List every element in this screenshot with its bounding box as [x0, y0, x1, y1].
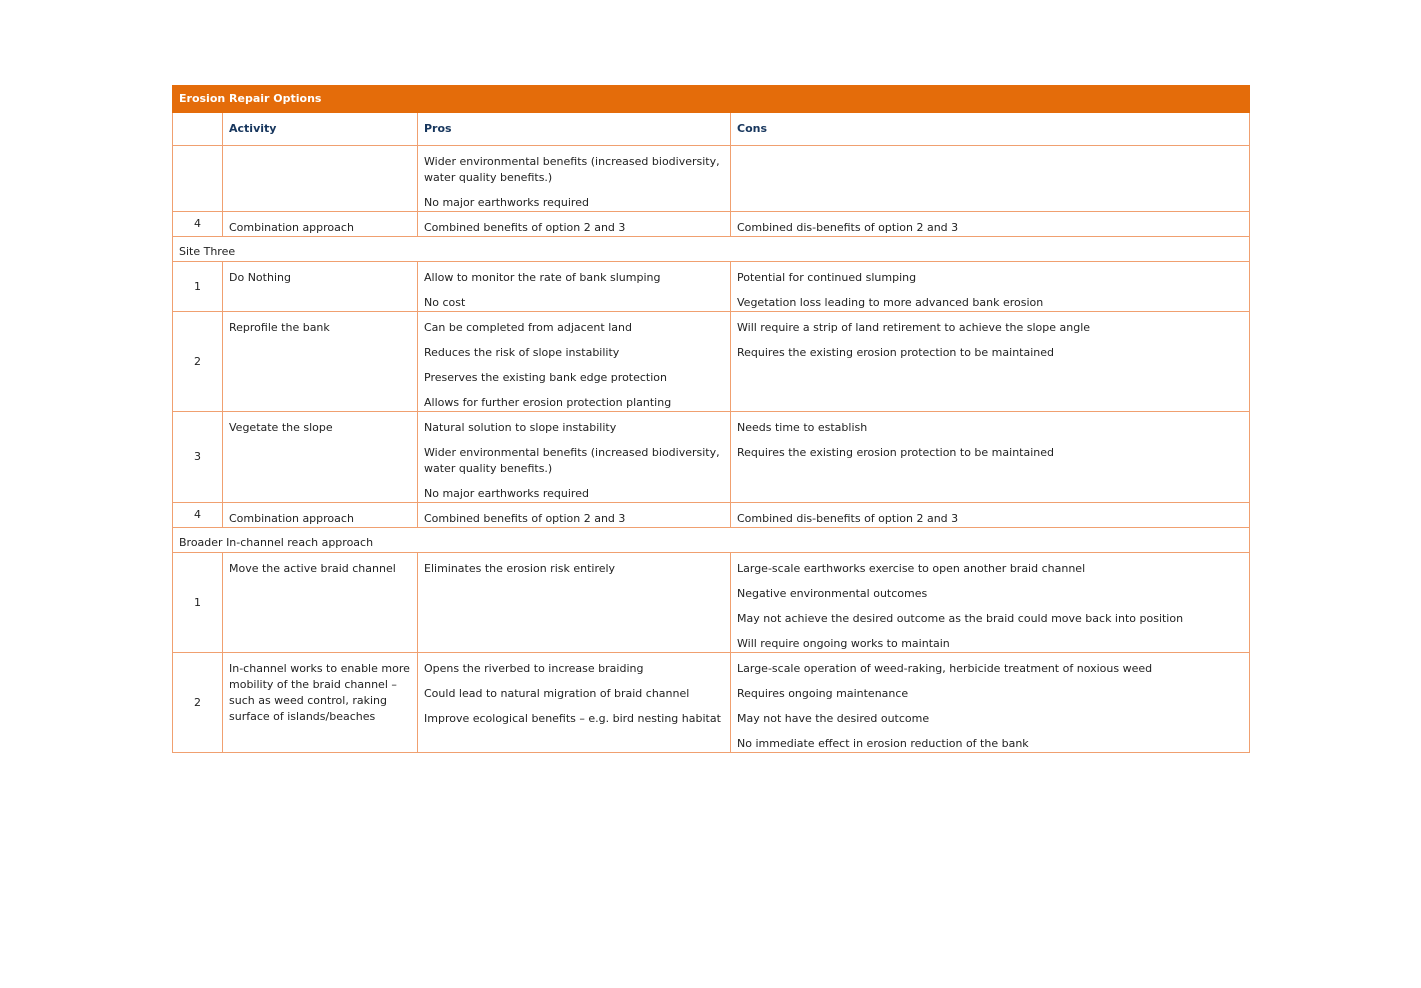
header-pros: Pros	[418, 113, 731, 146]
row-num: 3	[173, 412, 223, 503]
pro-item: Preserves the existing bank edge protection	[424, 371, 668, 384]
con-item: May not achieve the desired outcome as the braid could move back into position	[737, 612, 1184, 625]
row-pros	[418, 212, 731, 237]
con-item: Needs time to establish	[737, 421, 868, 434]
section-label: Broader In-channel reach approach	[173, 528, 1250, 553]
row-activity	[223, 146, 418, 212]
row-num: 2	[173, 312, 223, 412]
con-item: Vegetation loss leading to more advanced bank erosion	[737, 296, 1044, 309]
con-item: Large-scale earthworks exercise to open another braid channel	[737, 562, 1086, 575]
erosion-repair-table	[172, 85, 1250, 753]
row-num: 4	[173, 503, 223, 528]
con-item: May not have the desired outcome	[737, 712, 930, 725]
row-activity: Move the active braid channel	[223, 553, 418, 653]
table-row	[173, 312, 1250, 412]
row-num: 1	[173, 553, 223, 653]
pro-item: Allows for further erosion protection planting	[424, 396, 672, 409]
row-activity: In-channel works to enable more mobility of the braid channel – such as weed control, raking surface of islands/beaches	[223, 653, 418, 753]
pro-item: Natural solution to slope instability	[424, 421, 617, 434]
con-item: Negative environmental outcomes	[737, 587, 928, 600]
pro-item: Combined benefits of option 2 and 3	[424, 221, 626, 234]
pro-item: No major earthworks required	[424, 487, 589, 500]
pro-item: Improve ecological benefits – e.g. bird nesting habitat	[424, 712, 721, 725]
row-cons	[731, 412, 1250, 503]
row-pros	[418, 312, 731, 412]
row-activity: Vegetate the slope	[223, 412, 418, 503]
row-activity: Do Nothing	[223, 262, 418, 312]
row-cons	[731, 553, 1250, 653]
table-row	[173, 553, 1250, 653]
row-pros	[418, 146, 731, 212]
table-row	[173, 212, 1250, 237]
row-activity: Reprofile the bank	[223, 312, 418, 412]
row-cons	[731, 262, 1250, 312]
table-row	[173, 653, 1250, 753]
con-item: Requires the existing erosion protection to be maintained	[737, 446, 1054, 459]
row-num: 1	[173, 262, 223, 312]
con-item: Large-scale operation of weed-raking, herbicide treatment of noxious weed	[737, 662, 1153, 675]
con-item: Potential for continued slumping	[737, 271, 917, 284]
con-item: No immediate effect in erosion reduction of the bank	[737, 737, 1029, 750]
pro-item: Can be completed from adjacent land	[424, 321, 632, 334]
table-title: Erosion Repair Options	[173, 86, 1250, 113]
table-title-row	[173, 86, 1250, 113]
row-num: 4	[173, 212, 223, 237]
row-num	[173, 146, 223, 212]
pro-item: Reduces the risk of slope instability	[424, 346, 620, 359]
row-cons	[731, 503, 1250, 528]
row-pros	[418, 553, 731, 653]
pro-item: No major earthworks required	[424, 196, 589, 209]
table-header-row	[173, 113, 1250, 146]
row-pros	[418, 412, 731, 503]
row-pros	[418, 653, 731, 753]
pro-item: Could lead to natural migration of braid channel	[424, 687, 690, 700]
con-item: Requires ongoing maintenance	[737, 687, 909, 700]
header-activity: Activity	[223, 113, 418, 146]
row-activity: Combination approach	[223, 503, 418, 528]
con-item: Combined dis-benefits of option 2 and 3	[737, 221, 959, 234]
section-label: Site Three	[173, 237, 1250, 262]
header-num	[173, 113, 223, 146]
row-cons	[731, 653, 1250, 753]
section-row-site-three	[173, 237, 1250, 262]
pro-item: Opens the riverbed to increase braiding	[424, 662, 644, 675]
header-cons: Cons	[731, 113, 1250, 146]
table-row	[173, 412, 1250, 503]
table-row	[173, 262, 1250, 312]
pro-item: Wider environmental benefits (increased biodiversity, water quality benefits.)	[424, 446, 720, 475]
table-row	[173, 503, 1250, 528]
row-cons	[731, 146, 1250, 212]
row-cons	[731, 212, 1250, 237]
row-cons	[731, 312, 1250, 412]
pro-item: Eliminates the erosion risk entirely	[424, 562, 616, 575]
row-pros	[418, 262, 731, 312]
row-pros	[418, 503, 731, 528]
con-item: Will require ongoing works to maintain	[737, 637, 950, 650]
section-row-broader	[173, 528, 1250, 553]
con-item: Combined dis-benefits of option 2 and 3	[737, 512, 959, 525]
con-item: Requires the existing erosion protection to be maintained	[737, 346, 1054, 359]
con-item: Will require a strip of land retirement to achieve the slope angle	[737, 321, 1091, 334]
table-row	[173, 146, 1250, 212]
row-num: 2	[173, 653, 223, 753]
pro-item: No cost	[424, 296, 466, 309]
pro-item: Allow to monitor the rate of bank slumping	[424, 271, 661, 284]
pro-item: Wider environmental benefits (increased biodiversity, water quality benefits.)	[424, 155, 720, 184]
pro-item: Combined benefits of option 2 and 3	[424, 512, 626, 525]
row-activity: Combination approach	[223, 212, 418, 237]
